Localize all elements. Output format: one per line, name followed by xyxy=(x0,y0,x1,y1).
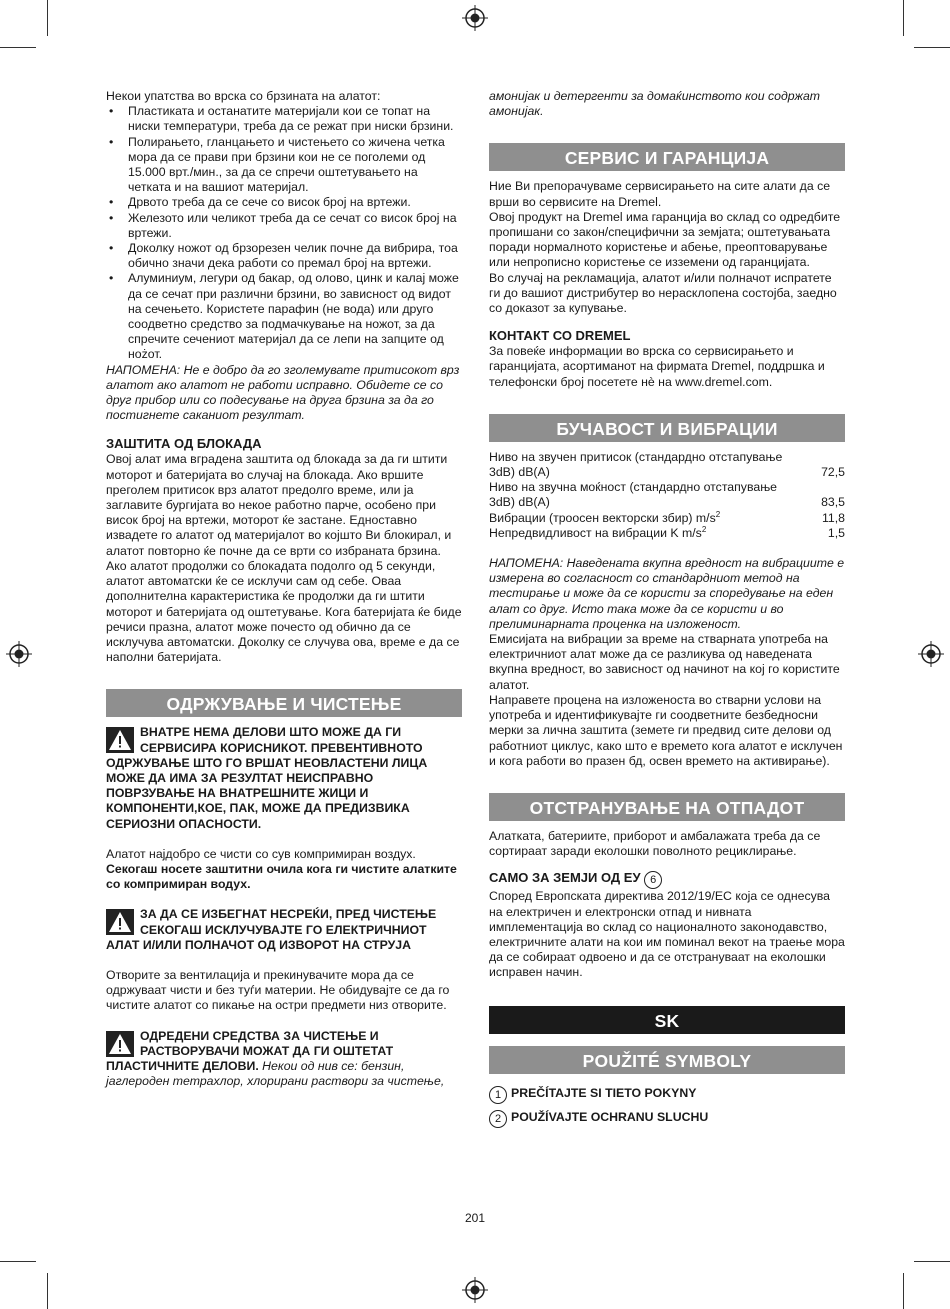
table-row xyxy=(489,526,845,541)
registration-mark-icon xyxy=(918,641,944,667)
symbol-number: 2 xyxy=(489,1110,507,1128)
list-item: • Дрвото треба да се сече со висок број на вртежи. xyxy=(106,195,462,210)
warning-italic-text: Некои од нив се: бензин, јаглероден тетрахлор, хлорирани раствори за чистење, xyxy=(106,1058,445,1089)
language-bar-sk: SK xyxy=(489,1006,845,1034)
eu-heading: САМО ЗА ЗЕМЈИ ОД ЕУ xyxy=(489,870,641,886)
list-item: • Алуминиум, легури од бакар, од олово, цинк и калај може да се сечат при различни брзини, во зависност од видот на сечењето. Користете парафин (не вода) или друго соодветно средство за подмачкување на ножот, за да спречите сечениот материјал да се лепи на запците од нożот. xyxy=(106,271,462,362)
crop-mark xyxy=(903,1273,904,1309)
maintenance-section-bar: ОДРЖУВАЊЕ И ЧИСТЕЊЕ xyxy=(106,689,462,717)
noise-spec-table xyxy=(489,450,845,541)
unit-superscript: 2 xyxy=(715,509,721,519)
spec-value: 11,8 xyxy=(821,510,845,525)
blockade-text: Овој алат има вградена заштита од блокада за да ги штити моторот и батеријата во случај на блокада. Ако вршите преголем притисок врз алатот предолго време, или ја заглавите бургијата во некое работно парче, особено при висок број на вртежи, моторот ќе застане. Едноставно извадете го алатот од материјалот во којшто Ви блокирал, и алатот повторно ќе почне да се врти со избраната брзина. Ако алатот продолжи со блокадата подолго од 5 секунди, алатот автоматски ќе се исклучи сам од себе. Оваа дополнителна карактеристика ќе продолжи да ги штити моторот и батеријата од оштетување. Кога батеријата ќе биде речиси празна, алатот може почесто од обично да се исклучува автоматски. Доколку се случува ова, време е да се наполни батеријата. xyxy=(106,452,462,665)
spec-value: 1,5 xyxy=(827,525,845,540)
clean-paragraph xyxy=(106,847,462,893)
speed-note: НАПОМЕНА: Не е добро да го зголемувате притисокот врз алатот ако алатот не работи исправно. Обидете се со друг прибор или со подесување на друга брзина за да го постигнете саканиот резултат. xyxy=(106,362,460,423)
crop-mark xyxy=(47,1273,48,1309)
list-item: • Доколку ножот од брзорезен челик почне да вибрира, тоа обично значи дека работи со премал број на вртежи. xyxy=(106,241,462,271)
disposal-text: Алатката, батериите, приборот и амбалажата треба да се сортираат заради еколошки поволното рециклирање. xyxy=(489,828,821,859)
contact-text: За повеќе информации во врска со сервисирањето и гаранцијата, асортиманот на фирмата Dremel, поддршка и телефонски број посетете нè на www.dremel.com. xyxy=(489,344,825,389)
noise-text: Направете процена на изложеноста во стварни услови на употреба и идентификувајте ги соодветните безбедносни мерки за лична заштита (земете ги предвид сите делови од работниот циклус, како што е времето кога алатот е исклучен и кога работи во празен бд, освен времето на активирање). xyxy=(489,692,843,768)
table-row xyxy=(489,480,845,510)
registration-mark-icon xyxy=(6,641,32,667)
spec-label: Вибрации (троосен векторски збир) m/s xyxy=(489,510,716,525)
registration-mark-icon xyxy=(462,5,488,31)
list-item: • Полирањето, гланцањето и чистењето со жичена четка мора да се прави при брзини кои не се поголеми од 15.000 врт./мин., за да се спречи оштетувањето на четката и на вашиот материјал. xyxy=(106,135,462,196)
blockade-heading: ЗАШТИТА ОД БЛОКАДА xyxy=(106,436,262,452)
registration-mark-icon xyxy=(462,1277,488,1303)
symbol-label: PREČÍTAJTE SI TIETO POKYNY xyxy=(511,1085,697,1100)
warning-icon xyxy=(106,1031,134,1057)
noise-note: НАПОМЕНА: Наведената вкупна вредност на вибрациите е измерена во согласност со стандардниот метод на тестирање и може да се користи за споредување на еден алат со друг. Исто така може да се користи и во прелиминарната проценка на изложеност. xyxy=(489,556,845,631)
noise-section-bar: БУЧАВОСТ И ВИБРАЦИИ xyxy=(489,414,845,442)
left-column xyxy=(106,89,462,1089)
warning-text: ОДРЕДЕНИ СРЕДСТВА ЗА ЧИСТЕЊЕ И РАСТВОРУВАЧИ МОЖАТ ДА ГИ ОШТЕТАТ ПЛАСТИЧНИТЕ ДЕЛОВИ. xyxy=(106,1028,394,1073)
service-text: Во случај на рекламација, алатот и/или полначот испратете ги до вашиот дистрибутер во нерасклопена состојба, заедно со доказот за купување. xyxy=(489,270,837,316)
warning-text: ЗА ДА СЕ ИЗБЕГНАТ НЕСРЕЌИ, ПРЕД ЧИСТЕЊЕ СЕКОГАШ ИСКЛУЧУВАЈТЕ ГО ЕЛЕКТРИЧНИОТ АЛАТ И/ИЛИ ПОЛНАЧОТ ОД ИЗВОРОТ НА СТРУЈА xyxy=(106,907,437,952)
spec-label-cell xyxy=(489,511,805,526)
warning-block-service xyxy=(106,725,462,831)
eu-number: 6 xyxy=(644,871,662,889)
speed-list xyxy=(106,104,462,362)
spec-value: 83,5 xyxy=(821,495,845,510)
symbol-label: POUŽÍVAJTE OCHRANU SLUCHU xyxy=(511,1109,709,1124)
crop-mark xyxy=(0,1261,36,1262)
spec-label: Ниво на звучен притисок (стандардно отстапување 3dB) dB(A) xyxy=(489,449,783,480)
table-row xyxy=(489,450,845,480)
warning-icon xyxy=(106,727,134,753)
symbol-item xyxy=(489,1110,845,1128)
spec-label-cell xyxy=(489,526,805,541)
table-row xyxy=(489,511,845,526)
noise-text: Емисијата на вибрации за време на стварната употреба на електричниот алат може да се разликува од наведената вкупна вредност, во зависност од начинот на кој го користите алатот. xyxy=(489,632,840,692)
warning-icon xyxy=(106,909,134,935)
spec-label: Ниво на звучна моќност (стандардно отстапување 3dB) dB(A) xyxy=(489,480,778,510)
service-text: Овој продукт на Dremel има гаранција во склад со одредбите пропишани со закон/специфични за земјата; оштетувањата поради нормалното користење и абење, преоптоварување или непрописно користење се изземени од гаранцијата. xyxy=(489,209,841,270)
crop-mark xyxy=(903,0,904,36)
disposal-section-bar: ОТСТРАНУВАЊЕ НА ОТПАДОТ xyxy=(489,793,845,821)
list-item: • Пластиката и останатите материјали кои се топат на ниски температури, треба да се режат при ниски брзини. xyxy=(106,104,462,134)
right-column xyxy=(489,89,845,1128)
page-number: 201 xyxy=(464,1211,486,1225)
speed-intro: Некои упатства во врска со брзината на алатот: xyxy=(106,89,381,103)
crop-mark xyxy=(914,47,950,48)
spec-label: Непредвидливост на вибрации K m/s xyxy=(489,525,702,540)
contact-heading: КОНТАКТ СО DREMEL xyxy=(489,328,631,344)
crop-mark xyxy=(914,1261,950,1262)
warning-text: ВНАТРЕ НЕМА ДЕЛОВИ ШТО МОЖЕ ДА ГИ СЕРВИСИРА КОРИСНИКОТ. ПРЕВЕНТИВНОТО ОДРЖУВАЊЕ ШТО ГО ВРШАТ НЕОВЛАСТЕНИ ЛИЦА МОЖЕ ДА ИМА ЗА РЕЗУЛТАТ НЕИСПРАВНО ПОВРЗУВАЊЕ НА ВНАТРЕШНИТЕ ЖИЦИ И КОМПОНЕНТИ,КОЕ, ПАК, МОЖЕ ДА ПРЕДИЗВИКА СЕРИОЗНИ ОПАСНОСТИ. xyxy=(106,725,428,831)
eu-heading-line xyxy=(489,870,845,889)
symbols-section-bar: POUŽITÉ SYMBOLY xyxy=(489,1046,845,1074)
crop-mark xyxy=(47,0,48,36)
service-text: Ние Ви препорачуваме сервисирањето на сите алати да се врши во сервисите на Dremel. xyxy=(489,179,831,209)
continued-text: амонијак и детергенти за домаќинството кои содржат амонијак. xyxy=(489,89,821,119)
spec-value: 72,5 xyxy=(821,465,845,480)
warning-block-solvents xyxy=(106,1029,462,1090)
service-section-bar: СЕРВИС И ГАРАНЦИЈА xyxy=(489,143,845,171)
symbol-number: 1 xyxy=(489,1086,507,1104)
unit-superscript: 2 xyxy=(701,524,707,534)
warning-block-unplug xyxy=(106,907,462,953)
eu-text: Според Европската директива 2012/19/ЕС која се однесува на електричен и електронски отпад и нивната имплементација во склад со националното законодавство, електричните алати на кои им поминал векот на траење мора да се собираат одвоено и да се отстрануваат на еколошки исправен начин. xyxy=(489,889,845,980)
list-item: • Железото или челикот треба да се сечат со висок број на вртежи. xyxy=(106,211,462,241)
crop-mark xyxy=(0,47,36,48)
vent-text: Отворите за вентилација и прекинувачите мора да се одржуваат чисти и без туѓи материи. Не обидувајте се да го чистите алатот со пикање на остри предмети низ отворите. xyxy=(106,967,450,1013)
symbol-item xyxy=(489,1086,845,1104)
clean-text: Алатот најдобро се чисти со сув компримиран воздух. xyxy=(106,846,416,861)
clean-bold-text: Секогаш носете заштитни очила кога ги чистите алатките со компримиран водух. xyxy=(106,861,457,892)
